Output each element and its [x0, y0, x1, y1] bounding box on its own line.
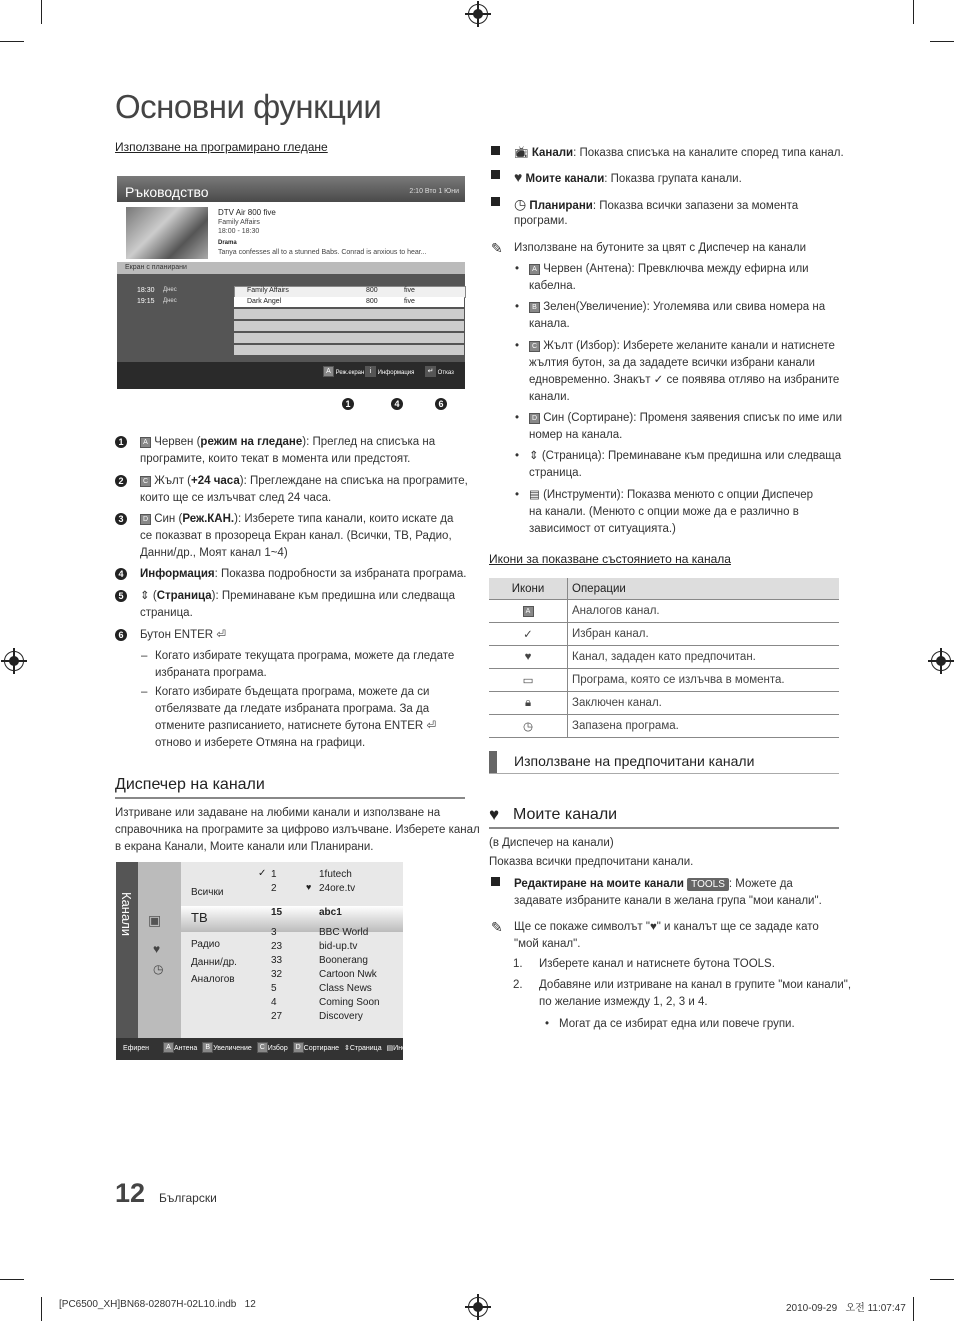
table-row: A Аналогов канал.	[489, 600, 839, 623]
bullet-square	[491, 169, 506, 186]
item-2: C Жълт (+24 часа): Преглеждане на списъка на програмите,	[140, 473, 468, 490]
divider	[489, 773, 839, 774]
list-item: 5	[271, 983, 277, 994]
sub-tools-cont: на канали. (Менюто с опции може да е различно в	[529, 506, 799, 518]
channels-side-label: Канали	[119, 892, 134, 937]
sub-yellow-cont: едновременно. Знакът ✓ се появява отляво на избраните	[529, 374, 840, 386]
step-number: 2.	[513, 979, 523, 991]
note2-line: "мой канал".	[514, 938, 581, 950]
return-icon: ↵	[425, 366, 436, 377]
analog-icon: A	[523, 606, 534, 617]
table-row: 🔒︎ Заключен канал.	[489, 692, 839, 715]
tools-icon: ▤	[386, 1045, 394, 1052]
program-thumbnail	[126, 207, 208, 259]
program-desc: Tanya confesses all to a stunned Babs. Conrad is anxious to hear...	[218, 249, 427, 256]
divider	[115, 797, 465, 799]
info-label: Информация	[377, 370, 415, 376]
table-header: Икони	[489, 578, 568, 600]
updown-icon: ⇕	[529, 450, 539, 462]
row-name: Family Affairs	[247, 287, 289, 294]
item-4: Информация: Показва подробности за избраната програма.	[140, 568, 467, 580]
sub-green-cont: канала.	[529, 318, 570, 330]
registration-mark-icon	[468, 4, 488, 24]
d-key-icon: D	[140, 514, 151, 525]
registration-mark-icon	[468, 1297, 488, 1317]
footer-select[interactable]: Избор	[267, 1045, 288, 1052]
channel-manager-heading: Диспечер на канали	[115, 776, 265, 793]
sub-bullet: •	[515, 301, 520, 313]
program-line: Family Affairs	[218, 219, 260, 226]
cat-analog[interactable]: Аналогов	[191, 974, 235, 985]
lock-icon: 🔒︎	[524, 696, 532, 709]
registration-mark-icon	[931, 651, 951, 671]
list-item[interactable]: 1futech	[319, 869, 352, 880]
table-row: ▭ Програма, която се излъчва в момента.	[489, 669, 839, 692]
updown-icon: ⇕	[140, 590, 150, 602]
list-item: 1	[271, 869, 277, 880]
a-key-icon: A	[529, 264, 540, 275]
table-header: Операции	[568, 578, 840, 600]
item-1-cont: програмите, които текат в момента или предстоят.	[140, 453, 411, 465]
channels-screen	[116, 862, 436, 1060]
row-time: 18:30	[137, 287, 155, 294]
list-item: 23	[271, 941, 283, 952]
crop-mark	[930, 41, 954, 42]
step-text: Добавяне или изтриване на канал в групите "мои канали",	[539, 979, 852, 991]
row-ch: 800	[366, 298, 378, 305]
guide-screen	[117, 176, 465, 389]
bullet-square	[491, 196, 506, 213]
mode-button[interactable]	[323, 366, 364, 377]
guide-clock: 2:10 Вто 1 Юни	[409, 188, 459, 195]
item-number: 4	[115, 568, 127, 580]
tools-badge: TOOLS	[687, 878, 729, 891]
cancel-button[interactable]	[425, 366, 454, 377]
footer-air[interactable]: Ефирен	[123, 1045, 149, 1052]
heart-icon: ♥	[153, 942, 161, 956]
channels-icon: 📺︎	[514, 147, 529, 159]
channels-side-bar	[116, 862, 138, 1038]
c-key-icon: C	[257, 1042, 268, 1053]
sub-green: B Зелен(Увеличение): Уголемява или свива номера на	[529, 299, 825, 316]
item-3-cont: се показват в прозореца Екран канал. (Всички, ТВ, Радио,	[140, 530, 452, 542]
list-item: 32	[271, 969, 283, 980]
row-time: 19:15	[137, 298, 155, 305]
program-time: 18:00 - 18:30	[218, 228, 260, 235]
bullet-scheduled-cont: програми.	[514, 215, 568, 227]
cat-all[interactable]: Всички	[191, 887, 224, 898]
a-key-icon: A	[163, 1042, 174, 1053]
table-row	[234, 321, 464, 331]
section-marker	[489, 751, 497, 773]
edit-line: Редактиране на моите канали TOOLS : Можете да	[514, 878, 793, 890]
check-icon: ✓	[258, 868, 267, 879]
cat-tv[interactable]: ТВ	[191, 910, 208, 925]
item-2-cont: които ще се излъчват след 24 часа.	[140, 492, 332, 504]
note-icon: ✎	[491, 240, 503, 256]
crop-mark	[0, 1279, 24, 1280]
sub-blue-cont: номер на канала.	[529, 429, 623, 441]
schedule-section: Екран с планирани	[117, 262, 465, 274]
list-item[interactable]: Cartoon Nwk	[319, 969, 377, 980]
dash2-line: отново и изберете Отмяна на графици.	[155, 737, 366, 749]
table-row: ✓ Избран канал.	[489, 623, 839, 646]
favorites-heading: Използване на предпочитани канали	[514, 753, 755, 769]
list-item[interactable]: Boonerang	[319, 955, 368, 966]
bullet-my-channels: ♥ Моите канали: Показва групата канали.	[514, 169, 742, 185]
channel-numbers	[271, 868, 282, 1024]
item-number: 2	[115, 475, 127, 487]
list-item: 15	[271, 907, 283, 918]
bullet-channels: 📺︎ Канали: Показва списъка на каналите според типа канал.	[514, 147, 844, 159]
item-5-cont: страница.	[140, 607, 193, 619]
sub-bullet: •	[515, 263, 520, 275]
sub-blue: D Син (Сортиране): Променя заявения списък по име или	[529, 410, 842, 427]
sub-bullet: •	[515, 450, 520, 462]
heart-icon: ♥	[306, 882, 312, 892]
note-icon: ✎	[491, 919, 503, 935]
list-item: 2	[271, 883, 277, 894]
row-day: Днес	[163, 298, 177, 304]
sub-yellow-cont: жълтия бутон, за да зададете всички избрани канали	[529, 357, 815, 369]
guide-title: Ръководство	[125, 184, 209, 200]
list-item: 4	[271, 997, 277, 1008]
page-number: 12	[115, 1178, 146, 1208]
heart-icon: ♥	[489, 805, 500, 824]
sub-yellow: C Жълт (Избор): Изберете желаните канали и натиснете	[529, 338, 835, 355]
dash-mark: –	[141, 686, 148, 698]
cancel-label: Отказ	[437, 370, 454, 376]
clock-icon: ◷	[153, 962, 164, 976]
program-name: DTV Air 800 five	[218, 208, 276, 217]
sub-red-cont: кабелна.	[529, 280, 576, 292]
list-item[interactable]: 24ore.tv	[319, 883, 356, 894]
sub-page-cont: страница.	[529, 467, 582, 479]
mgr-text-line: в екрана Канали, Моите канали или Планирани.	[115, 841, 374, 853]
sub-yellow-cont: канали.	[529, 391, 570, 403]
a-key-icon: A	[140, 437, 151, 448]
row-net: five	[404, 298, 415, 305]
crop-mark	[41, 1297, 42, 1321]
crop-mark	[913, 1297, 914, 1321]
item-3-cont2: Данни/др., Моят канал 1~4)	[140, 547, 288, 559]
icons-title: Икони за показване състоянието на канала	[489, 552, 731, 566]
mgr-text-line: Изтриване или задаване на любими канали и използване на	[115, 807, 441, 819]
crop-mark	[41, 0, 42, 24]
tv-icon: ▭	[522, 675, 534, 687]
item-number: 6	[115, 629, 127, 641]
check-icon: ✓	[523, 629, 533, 641]
schedule-list	[117, 274, 465, 362]
d-key-icon: D	[529, 413, 540, 424]
dash2-line: отмените разписанието, натиснете бутона ENTER ⏎	[155, 720, 437, 732]
row-day: Днес	[163, 287, 177, 293]
dash2-line: отбелязвате да гледате избраната програма. За да	[155, 703, 430, 715]
callout-1: 1	[342, 398, 354, 410]
list-item[interactable]: Discovery	[319, 1011, 363, 1022]
b-key-icon: B	[202, 1042, 213, 1053]
item-number: 1	[115, 436, 127, 448]
info-icon: i	[365, 366, 376, 377]
program-genre: Drama	[218, 240, 237, 246]
footer-antenna[interactable]: Антена	[173, 1045, 198, 1052]
channel-names	[319, 868, 380, 1024]
item-number: 5	[115, 590, 127, 602]
bullet-square	[491, 876, 506, 893]
list-item: 3	[271, 927, 277, 938]
dash1-line: Когато избирате текущата програма, можете да гледате	[155, 650, 455, 662]
list-item[interactable]: bid-up.tv	[319, 941, 358, 952]
sub-red: A Червен (Антена): Превключва между ефирна или	[529, 261, 809, 278]
sub-tools-cont: зависимост от ситуацията.)	[529, 523, 676, 535]
sub-bullet: •	[515, 340, 520, 352]
enter-icon: ⏎	[426, 720, 437, 732]
section-subtitle: Използване на програмирано гледане	[115, 140, 328, 154]
my-channels-heading: Моите канали	[513, 806, 618, 823]
language-label: Български	[159, 1191, 217, 1205]
sub-bullet: •	[515, 489, 520, 501]
tv-icon: ▣	[148, 912, 162, 928]
crop-mark	[0, 41, 24, 42]
heart-icon: ♥	[524, 651, 532, 663]
list-item[interactable]: BBC World	[319, 927, 369, 938]
footer-tools[interactable]: Инструменти	[393, 1045, 436, 1052]
item-1: A Червен (режим на гледане): Преглед на списъка на	[140, 434, 435, 451]
file-info: [PC6500_XH]BN68-02807H-02L10.indb 12	[59, 1299, 256, 1310]
note2-line: Ще се покаже символът "♥" и каналът ще се зададе като	[514, 921, 819, 933]
note-text: Използване на бутоните за цвят с Диспечер на канали	[514, 242, 807, 254]
step-number: 1.	[513, 958, 523, 970]
divider	[489, 827, 839, 829]
sub-bullet: •	[515, 412, 520, 424]
table-row: ◷ Запазена програма.	[489, 715, 839, 738]
list-item: 27	[271, 1011, 283, 1022]
a-key-icon: A	[323, 366, 334, 377]
callout-4: 4	[391, 398, 403, 410]
in-manager-text: (в Диспечер на канали)	[489, 837, 614, 849]
clock-icon: ◷	[514, 196, 527, 212]
bullet-scheduled: ◷ Планирани: Показва всички запазени за момента	[514, 196, 799, 212]
crop-mark	[930, 1279, 954, 1280]
c-key-icon: C	[529, 341, 540, 352]
crop-mark	[913, 0, 914, 24]
dash-mark: –	[141, 650, 148, 662]
dot-text: Могат да се избират една или повече групи.	[559, 1018, 795, 1030]
table-row	[234, 333, 464, 343]
heart-icon: ♥	[514, 169, 523, 185]
list-item[interactable]: Class News	[319, 983, 372, 994]
edit-cont: задавате избраните канали в желана група "мои канали".	[514, 895, 822, 907]
date-info: 2010-09-29 오전 11:07:47	[786, 1303, 906, 1314]
cat-data[interactable]: Данни/др.	[191, 957, 237, 968]
table-row: ♥ Канал, зададен като предпочитан.	[489, 646, 839, 669]
item-number: 3	[115, 513, 127, 525]
mode-label: Реж.екран	[335, 370, 365, 376]
item-5: ⇕ (Страница): Преминаване към предишна или следваща	[140, 590, 456, 602]
table-row	[234, 345, 464, 355]
c-key-icon: C	[140, 476, 151, 487]
sub-page: ⇕ (Страница): Преминаване към предишна или следваща	[529, 450, 842, 462]
b-key-icon: B	[529, 302, 540, 313]
table-row	[234, 309, 464, 319]
updown-icon: ⇕	[343, 1045, 350, 1052]
list-item: 33	[271, 955, 283, 966]
registration-mark-icon	[4, 651, 24, 671]
info-button[interactable]	[365, 366, 414, 377]
dash1-line: избраната програма.	[155, 667, 267, 679]
row-net: five	[404, 287, 415, 294]
clock-icon: ◷	[522, 721, 534, 733]
list-item[interactable]: Coming Soon	[319, 997, 380, 1008]
footer-page[interactable]: Страница	[349, 1045, 382, 1052]
sub-bullet: •	[545, 1018, 550, 1030]
d-key-icon: D	[293, 1042, 304, 1053]
callout-6: 6	[435, 398, 447, 410]
item-3: D Син (Реж.КАН.): Изберете типа канали, които искате да	[140, 511, 453, 528]
row-ch: 800	[366, 287, 378, 294]
bullet-square	[491, 145, 506, 162]
shows-favorites: Показва всички предпочитани канали.	[489, 856, 694, 868]
channels-footer	[116, 1038, 436, 1060]
icons-table	[489, 578, 839, 738]
cat-radio[interactable]: Радио	[191, 939, 220, 950]
row-name: Dark Angel	[247, 298, 282, 305]
list-item[interactable]: abc1	[319, 907, 342, 918]
step-text: по желание измежду 1, 2, 3 и 4.	[539, 996, 708, 1008]
tools-icon: ▤	[529, 489, 540, 501]
step-text: Изберете канал и натиснете бутона TOOLS.	[539, 958, 775, 970]
footer-zoom[interactable]: Увеличение	[213, 1045, 252, 1052]
enter-icon: ⏎	[216, 629, 226, 641]
mgr-text-line: справочника на програмите за цифрово излъчване. Изберете канал	[115, 824, 480, 836]
item-6: Бутон ENTER ⏎	[140, 629, 226, 641]
footer-sort[interactable]: Сортиране	[303, 1045, 340, 1052]
page-title: Основни функции	[115, 88, 382, 125]
dash2-line: Когато избирате бъдещата програма, можете да си	[155, 686, 430, 698]
sub-tools: ▤ (Инструменти): Показва менюто с опции Диспечер	[529, 489, 813, 501]
